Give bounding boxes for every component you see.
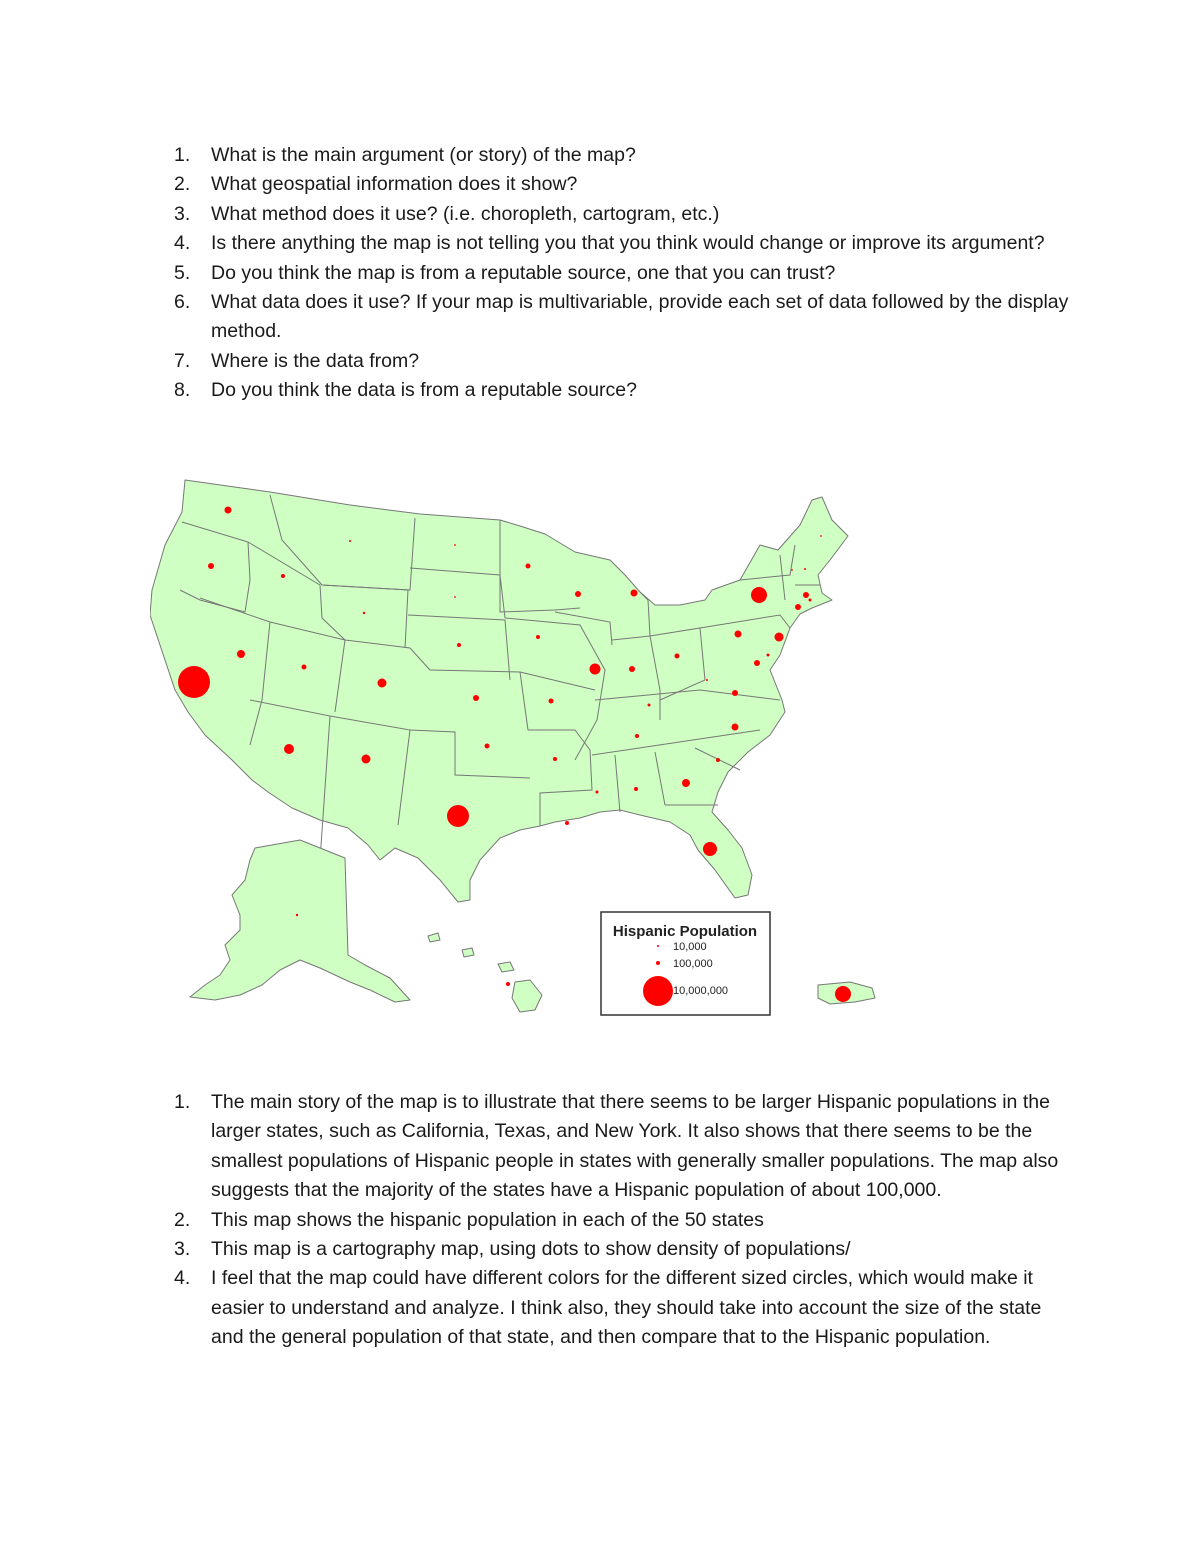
dot-wyoming	[363, 612, 365, 614]
dot-connecticut	[795, 604, 801, 610]
dot-idaho	[281, 574, 285, 578]
answer-item	[174, 1235, 1074, 1264]
dot-california	[178, 666, 210, 698]
question-number: 7.	[174, 349, 191, 372]
answer-text: This map shows the hispanic population in each of the 50 states	[211, 1208, 764, 1231]
dot-nebraska	[457, 643, 461, 647]
dot-minnesota	[526, 564, 531, 569]
question-number: 3.	[174, 202, 191, 225]
dot-alabama	[634, 787, 638, 791]
dot-kentucky	[648, 704, 651, 707]
dot-alaska	[296, 914, 298, 916]
answer-text: The main story of the map is to illustrate that there seems to be larger Hispanic populations in the larger states, such as California, Texas, and New York. It also shows that there seems to be the smallest populations of Hispanic people in states with generally smaller populations. The map also suggests that the majority of the states have a Hispanic population of about 100,000.	[211, 1091, 1059, 1202]
question-number: 6.	[174, 291, 191, 314]
answer-item	[174, 1088, 1074, 1206]
dot-delaware	[767, 654, 770, 657]
dot-montana	[349, 540, 351, 542]
question-item	[174, 376, 1074, 405]
dot-washington	[225, 507, 232, 514]
question-text: What method does it use? (i.e. choropleth, cartogram, etc.)	[211, 202, 720, 225]
legend-symbol-large	[643, 976, 673, 1006]
dot-colorado	[378, 679, 387, 688]
dot-new-york	[751, 587, 767, 603]
alaska-landmass	[190, 840, 410, 1002]
dot-florida	[703, 842, 717, 856]
answer-item	[174, 1206, 1074, 1235]
legend-symbol-small	[657, 945, 659, 947]
question-item	[174, 288, 1074, 347]
answers-list	[174, 1088, 1074, 1353]
dot-west-virginia	[706, 679, 708, 681]
hawaii-islands	[428, 933, 542, 1012]
answer-number: 1.	[174, 1091, 191, 1113]
legend-label-small: 10,000	[673, 941, 707, 953]
dot-oregon	[208, 563, 214, 569]
question-item	[174, 259, 1074, 288]
question-text: What data does it use? If your map is multivariable, provide each set of data followed by the display method.	[211, 291, 1069, 343]
question-text: What is the main argument (or story) of the map?	[211, 144, 636, 166]
dot-new-mexico	[362, 755, 371, 764]
question-number: 2.	[174, 173, 191, 196]
answer-text: This map is a cartography map, using dots to show density of populations/	[211, 1238, 851, 1261]
dot-virginia	[732, 690, 738, 696]
question-text: Is there anything the map is not telling you that you think would change or improve its argument?	[211, 232, 1045, 255]
dot-maryland	[754, 660, 760, 666]
legend-symbol-medium	[656, 961, 660, 965]
dot-ohio	[675, 654, 680, 659]
question-text: Do you think the data is from a reputable source?	[211, 379, 637, 402]
question-text: Do you think the map is from a reputable source, one that you can trust?	[211, 261, 836, 284]
question-text: What geospatial information does it show?	[211, 173, 578, 196]
dot-louisiana	[565, 821, 569, 825]
question-item	[174, 229, 1074, 258]
dot-wisconsin	[575, 591, 581, 597]
dot-kansas	[473, 695, 479, 701]
question-number: 8.	[174, 379, 191, 402]
answer-text: I feel that the map could have different colors for the different sized circles, which would make it easier to understand and analyze. I think also, they should take into account the size of the state and the general population of that state, and then compare that to the Hispanic population.	[211, 1267, 1042, 1349]
question-item	[174, 141, 1074, 170]
dot-tennessee	[635, 734, 639, 738]
dot-maine	[820, 535, 822, 537]
dot-mississippi	[596, 791, 599, 794]
dot-oklahoma	[485, 744, 490, 749]
question-text: Where is the data from?	[211, 349, 420, 372]
dot-missouri	[549, 699, 554, 704]
dot-utah	[302, 665, 307, 670]
us-hispanic-population-map	[150, 470, 890, 1030]
dot-rhode-island	[809, 599, 812, 602]
dot-south-dakota	[454, 596, 456, 598]
dot-arizona	[284, 744, 294, 754]
answer-number: 4.	[174, 1267, 191, 1290]
dot-puerto-rico	[835, 986, 851, 1002]
dot-vermont	[791, 569, 793, 571]
legend-label-large: 10,000,000	[673, 985, 729, 997]
dot-illinois	[590, 664, 601, 675]
dot-nevada	[237, 650, 245, 658]
contiguous-us-landmass	[150, 480, 848, 902]
answer-item	[174, 1264, 1074, 1352]
legend-title: Hispanic Population	[612, 923, 758, 940]
dot-texas	[447, 805, 469, 827]
dot-new-jersey	[775, 633, 784, 642]
dot-iowa	[536, 635, 540, 639]
dot-new-hampshire	[804, 568, 806, 570]
question-number: 1.	[174, 144, 191, 166]
dot-south-carolina	[716, 758, 720, 762]
questions-list	[174, 141, 1074, 406]
answer-number: 2.	[174, 1208, 191, 1231]
dot-pennsylvania	[735, 631, 742, 638]
dot-indiana	[629, 666, 635, 672]
question-item	[174, 170, 1074, 199]
question-number: 4.	[174, 232, 191, 255]
dot-north-carolina	[732, 724, 739, 731]
answer-number: 3.	[174, 1238, 191, 1261]
legend-label-medium: 100,000	[673, 958, 713, 970]
map-legend	[601, 912, 770, 1015]
question-item	[174, 200, 1074, 229]
dot-hawaii	[506, 982, 510, 986]
dot-north-dakota	[454, 544, 456, 546]
dot-arkansas	[553, 757, 557, 761]
dot-georgia	[682, 779, 690, 787]
dot-michigan	[631, 590, 638, 597]
question-number: 5.	[174, 261, 191, 284]
dot-massachusetts	[803, 592, 809, 598]
question-item	[174, 347, 1074, 376]
